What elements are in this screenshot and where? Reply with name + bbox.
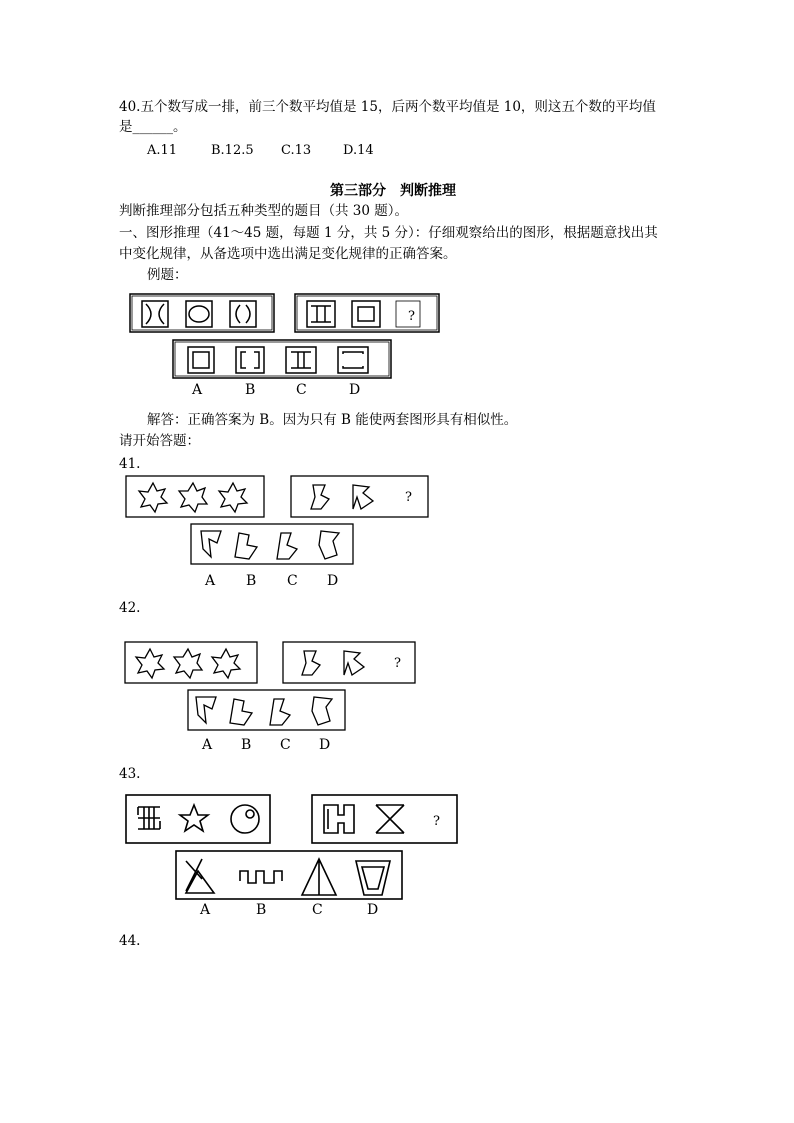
example-letter-c: C bbox=[296, 382, 307, 398]
q42-letter-d: D bbox=[319, 737, 331, 753]
q40-line2: 是______。 bbox=[119, 119, 187, 135]
q42-letter-c: C bbox=[280, 737, 291, 753]
q40-option-c: C.13 bbox=[281, 143, 312, 158]
q41-number: 41. bbox=[119, 456, 141, 472]
q40-line1: 40.五个数写成一排，前三个数平均值是 15，后两个数平均值是 10，则这五个数的平均值 bbox=[119, 99, 656, 115]
q43-letter-c: C bbox=[312, 902, 323, 918]
example-label: 例题： bbox=[147, 267, 188, 283]
example-letter-b: B bbox=[245, 382, 256, 398]
q42-question-mark: ? bbox=[394, 656, 401, 671]
q42-number: 42. bbox=[119, 600, 141, 616]
start-answering: 请开始答题： bbox=[119, 433, 200, 449]
q43-letter-a: A bbox=[200, 902, 211, 918]
section1-line2: 中变化规律，从备选项中选出满足变化规律的正确答案。 bbox=[119, 246, 457, 262]
q43-letter-d: D bbox=[367, 902, 379, 918]
part3-title: 第三部分 判断推理 bbox=[330, 183, 456, 199]
q43-number: 43. bbox=[119, 766, 141, 782]
q41-letter-d: D bbox=[327, 573, 339, 589]
example-letter-d: D bbox=[349, 382, 361, 398]
q41-letter-c: C bbox=[287, 573, 298, 589]
q41-letter-b: B bbox=[246, 573, 257, 589]
part3-intro: 判断推理部分包括五种类型的题目（共 30 题）。 bbox=[119, 203, 409, 219]
q43-figure bbox=[124, 793, 464, 903]
q42-letter-a: A bbox=[202, 737, 213, 753]
example-answer: 解答：正确答案为 B。因为只有 B 能使两套图形具有相似性。 bbox=[147, 412, 518, 428]
q40-option-b: B.12.5 bbox=[211, 143, 254, 158]
q41-question-mark: ? bbox=[405, 490, 412, 505]
q42-letter-b: B bbox=[241, 737, 252, 753]
example-figure bbox=[128, 292, 448, 402]
q44-number: 44. bbox=[119, 933, 141, 949]
q40-option-a: A.11 bbox=[147, 143, 178, 158]
section1-line1: 一、图形推理（41～45 题，每题 1 分，共 5 分）：仔细观察给出的图形，根据题意找出其 bbox=[119, 225, 658, 241]
example-question-mark: ? bbox=[408, 309, 415, 324]
q43-question-mark: ? bbox=[433, 814, 440, 829]
q41-letter-a: A bbox=[205, 573, 216, 589]
q42-figure bbox=[124, 641, 424, 736]
q41-figure bbox=[125, 475, 435, 570]
q43-letter-b: B bbox=[256, 902, 267, 918]
example-letter-a: A bbox=[192, 382, 203, 398]
q40-option-d: D.14 bbox=[343, 143, 374, 158]
